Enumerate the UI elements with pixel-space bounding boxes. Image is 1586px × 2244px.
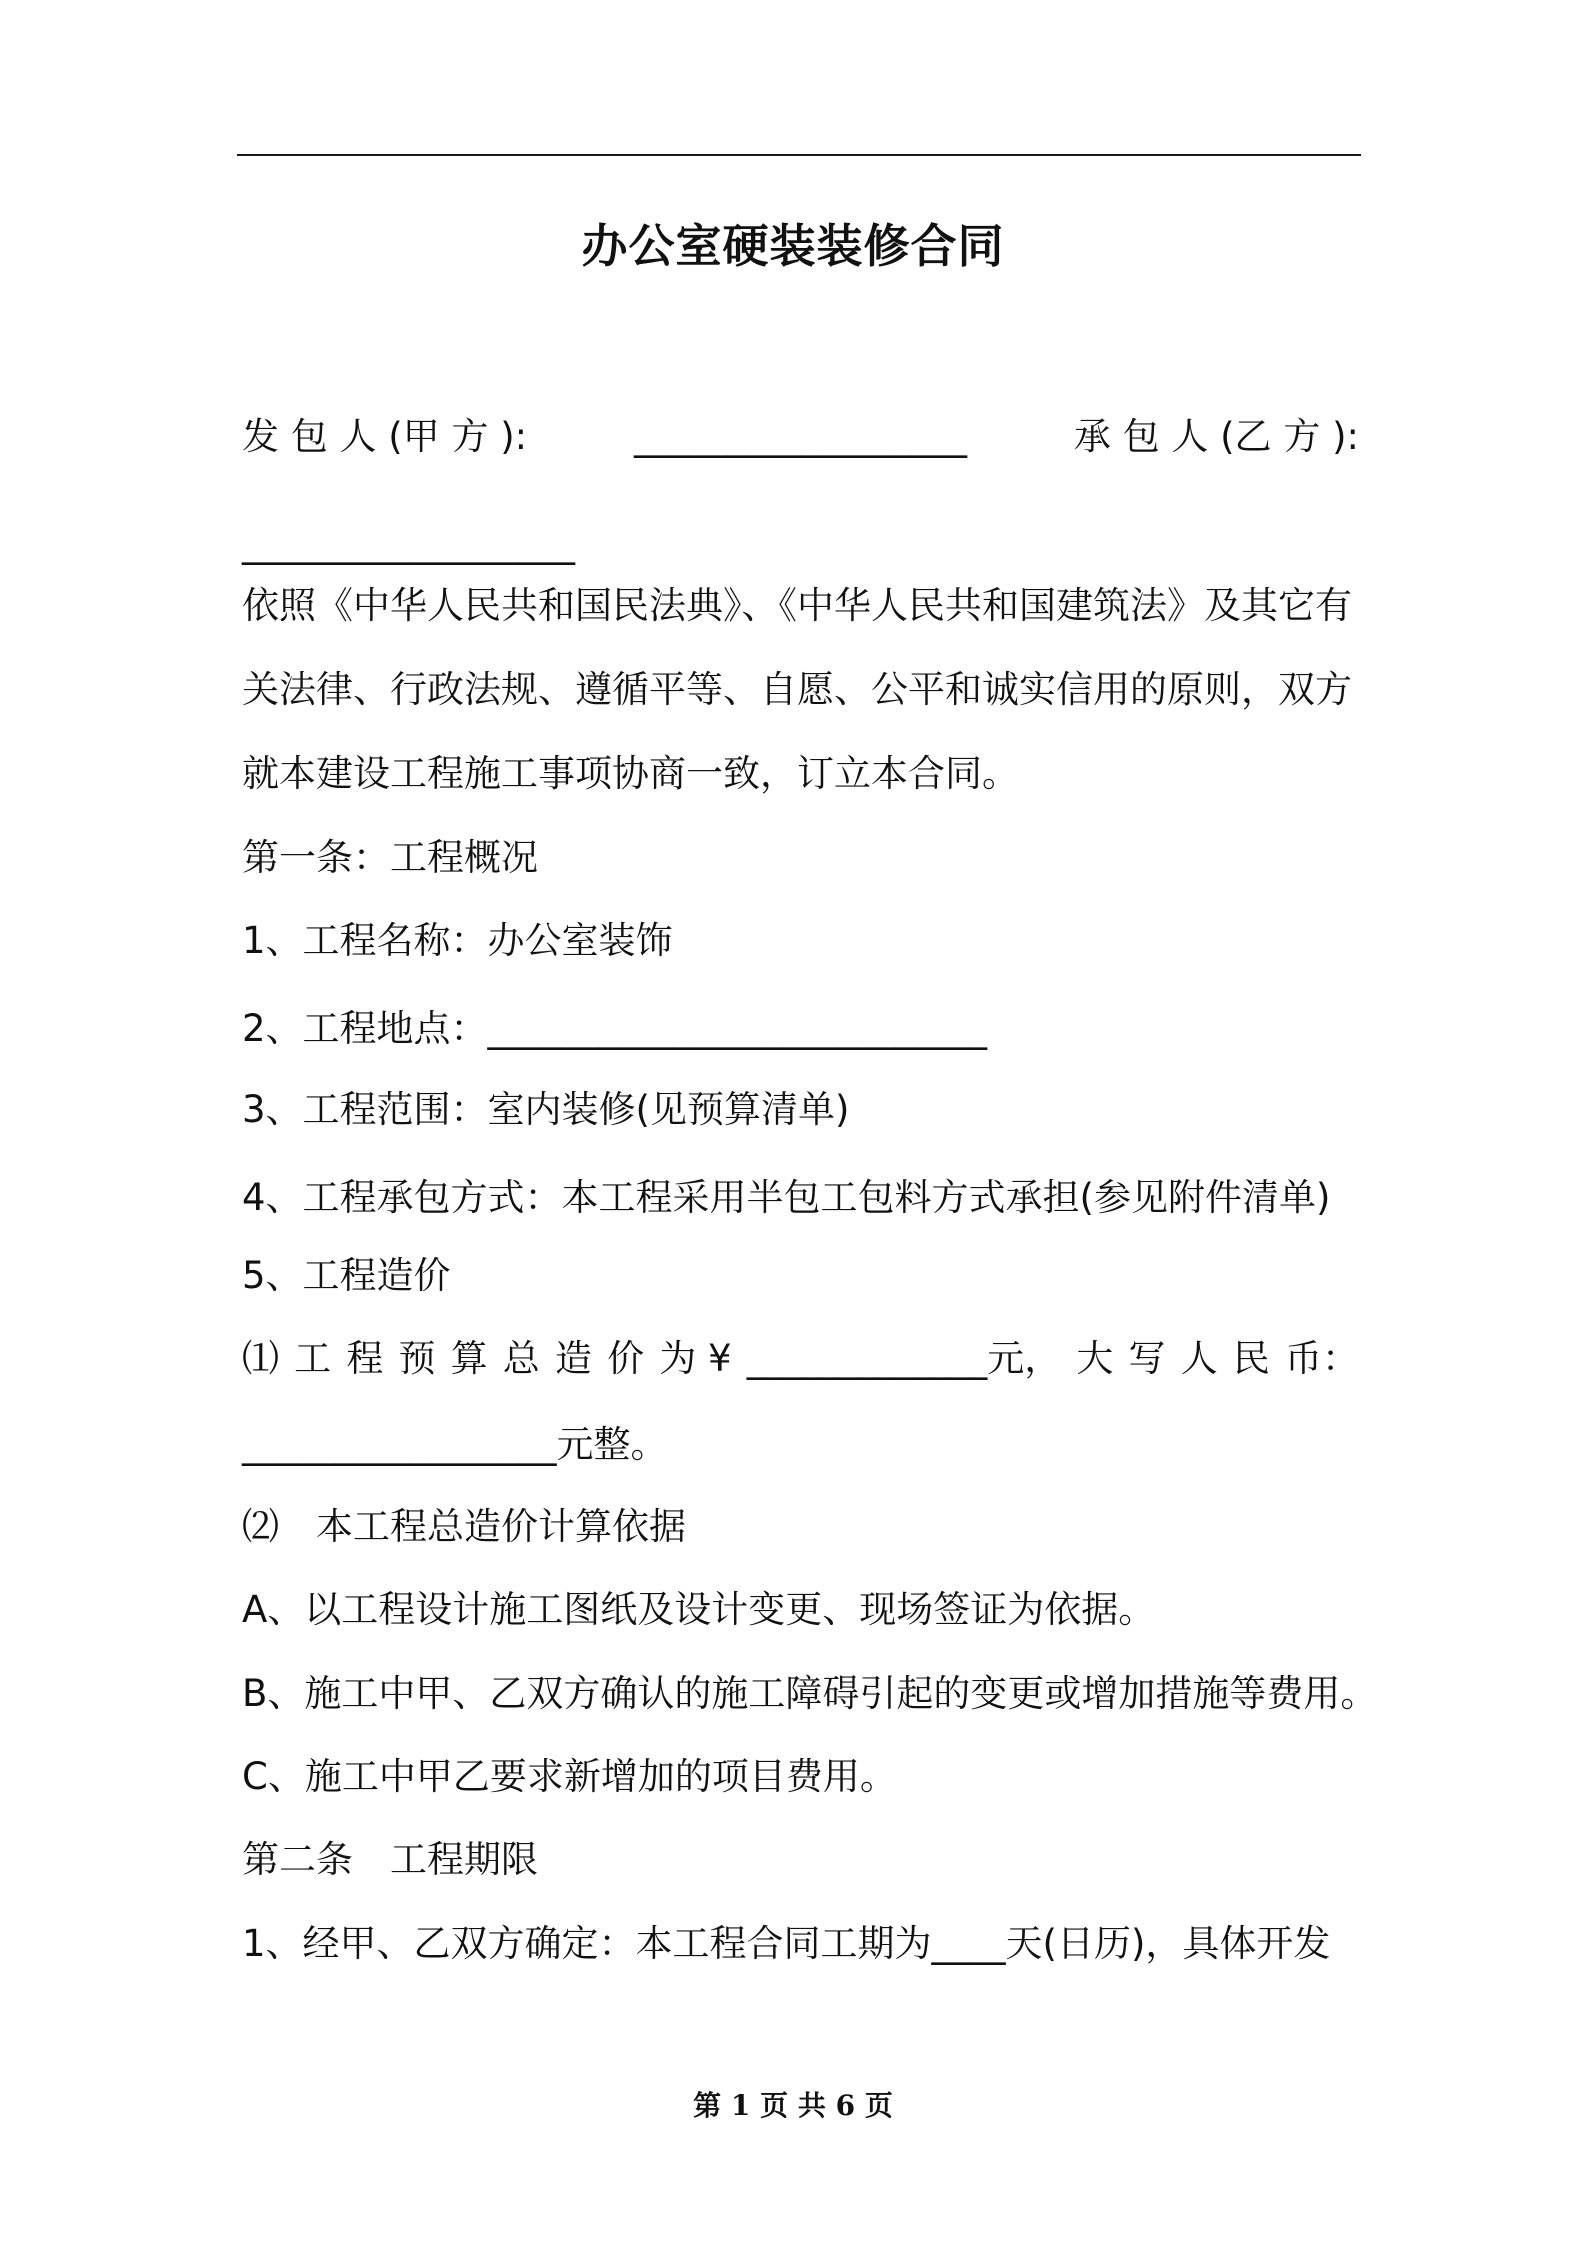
item-project-cost: 5、工程造价 [242,1254,451,1297]
cost-basis-a: A、以工程设计施工图纸及设计变更、现场签证为依据。 [242,1588,1156,1631]
price-char: 程 [346,1337,384,1380]
price-line [242,1333,1359,1385]
intro-line-2: 关法律、行政法规、遵循平等、自愿、公平和诚实信用的原则，双方 [242,668,1352,711]
item-project-name: 1、工程名称：办公室装饰 [242,919,673,962]
price-char: 民 [1232,1337,1270,1380]
intro-line-1: 依照《中华人民共和国民法典》、《中华人民共和国建筑法》及其它有 [242,584,1352,627]
price-char: 价 [607,1337,645,1380]
price-char: 预 [398,1337,436,1380]
parties-line [242,411,1359,463]
cost-basis-c: C、施工中甲乙要求新增加的项目费用。 [242,1755,897,1798]
document-title: 办公室硬装装修合同 [581,219,1005,273]
price-char: 大 [1076,1337,1114,1380]
intro-line-3: 就本建设工程施工事项协商一致，订立本合同。 [242,752,1019,795]
price-char: 造 [554,1337,592,1380]
article-2-heading: 第二条 工程期限 [242,1838,538,1881]
price-in-words-line: _________________元整。 [242,1423,668,1466]
page-indicator: 第 1 页 共 6 页 [693,2089,893,2122]
cost-basis-b: B、施工中甲、乙双方确认的施工障碍引起的变更或增加措施等费用。 [242,1672,1378,1715]
price-amount-blank: _____________元， [746,1337,1062,1380]
price-char: 工 [294,1337,332,1380]
item-project-location: 2、工程地点：___________________________ [242,1007,988,1050]
party-b-label: 承 包 人 (乙 方 ): [1073,415,1359,458]
party-b-blank: __________________ [242,522,575,565]
price-char: 写 [1128,1337,1166,1380]
price-char: 总 [502,1337,540,1380]
party-a-label: 发 包 人 (甲 方 ): [242,415,528,458]
item-project-scope: 3、工程范围：室内装修(见预算清单) [242,1088,850,1131]
cost-basis-heading: ⑵ 本工程总造价计算依据 [242,1505,686,1548]
price-char: 算 [450,1337,488,1380]
term-item-1: 1、经甲、乙双方确定：本工程合同工期为____天(日历)，具体开发 [242,1922,1331,1965]
price-char: 币： [1285,1337,1359,1380]
price-char: 为 ¥ [659,1337,732,1380]
price-char: 人 [1180,1337,1218,1380]
article-1-heading: 第一条：工程概况 [242,836,538,879]
header-rule [237,154,1361,156]
party-a-blank: __________________ [634,415,967,458]
item-contract-method: 4、工程承包方式：本工程采用半包工包料方式承担(参见附件清单) [242,1176,1331,1219]
price-line-number: ⑴ [242,1337,279,1380]
